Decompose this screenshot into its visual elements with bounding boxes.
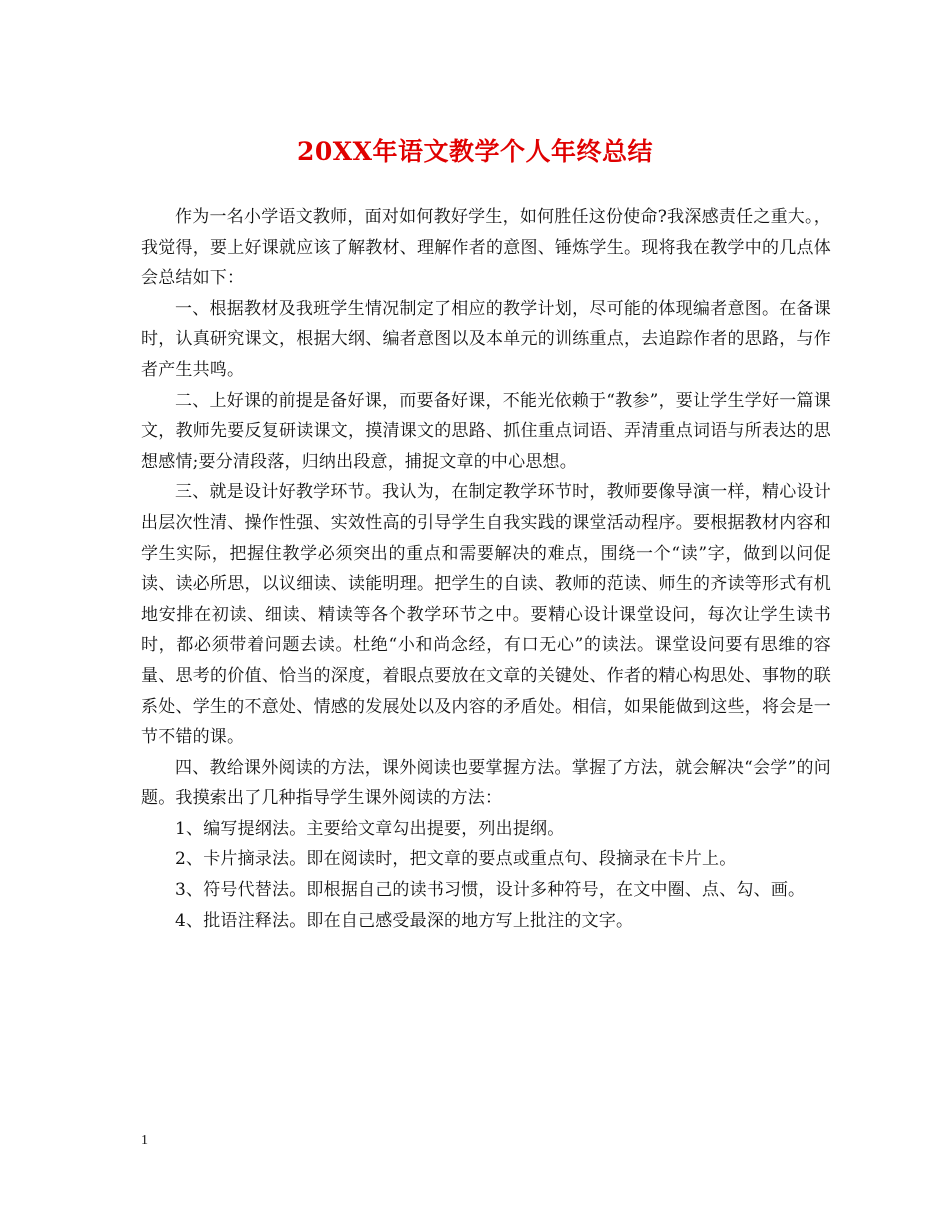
page-number: 1 [141,1133,148,1148]
paragraph-intro: 作为一名小学语文教师，面对如何教好学生，如何胜任这份使命?我深感责任之重大。，我觉得，要上好课就应该了解教材、理解作者的意图、锤炼学生。现将我在教学中的几点体会总结如下： [141,207,831,289]
list-item-method-one: 1、编写提纲法。主要给文章勾出提要，列出提纲。 [175,818,565,839]
list-item-method-three: 3、符号代替法。即根据自己的读书习惯，设计多种符号，在文中圈、点、勾、画。 [175,880,806,901]
paragraph-point-four: 四、教给课外阅读的方法，课外阅读也要掌握方法。掌握了方法，就会解决“会学”的问题。我摸索出了几种指导学生课外阅读的方法： [141,757,831,809]
paragraph-point-three: 三、就是设计好教学环节。我认为，在制定教学环节时，教师要像导演一样，精心设计出层次性清、操作性强、实效性高的引导学生自我实践的课堂活动程序。要根据教材内容和学生实际，把握住教学必须突出的重点和需要解决的难点，围绕一个“读”字，做到以问促读、读必所思，以议细读、读能明理。把学生的自读、教师的范读、师生的齐读等形式有机地安排在初读、细读、精读等各个教学环节之中。要精心设计课堂设问，每次让学生读书时，都必须带着问题去读。杜绝“小和尚念经，有口无心”的读法。课堂设问要有思维的容量、思考的价值、恰当的深度，着眼点要放在文章的关键处、作者的精心构思处、事物的联系处、学生的不意处、情感的发展处以及内容的矛盾处。相信，如果能做到这些，将会是一节不错的课。 [141,482,831,748]
list-item-method-four: 4、批语注释法。即在自己感受最深的地方写上批注的文字。 [175,910,634,931]
paragraph-point-two: 二、上好课的前提是备好课，而要备好课，不能光依赖于“教参”，要让学生学好一篇课文，教师先要反复研读课文，摸清课文的思路、抓住重点词语、弄清重点词语与所表达的思想感情;要分清段落，归纳出段意，捕捉文章的中心思想。 [141,390,831,472]
document-body [141,202,831,936]
list-item-method-two: 2、卡片摘录法。即在阅读时，把文章的要点或重点句、段摘录在卡片上。 [175,849,737,870]
document-title: 20XX年语文教学个人年终总结 [296,137,654,166]
paragraph-point-one: 一、根据教材及我班学生情况制定了相应的教学计划，尽可能的体现编者意图。在备课时，认真研究课文，根据大纲、编者意图以及本单元的训练重点，去追踪作者的思路，与作者产生共鸣。 [141,298,831,380]
